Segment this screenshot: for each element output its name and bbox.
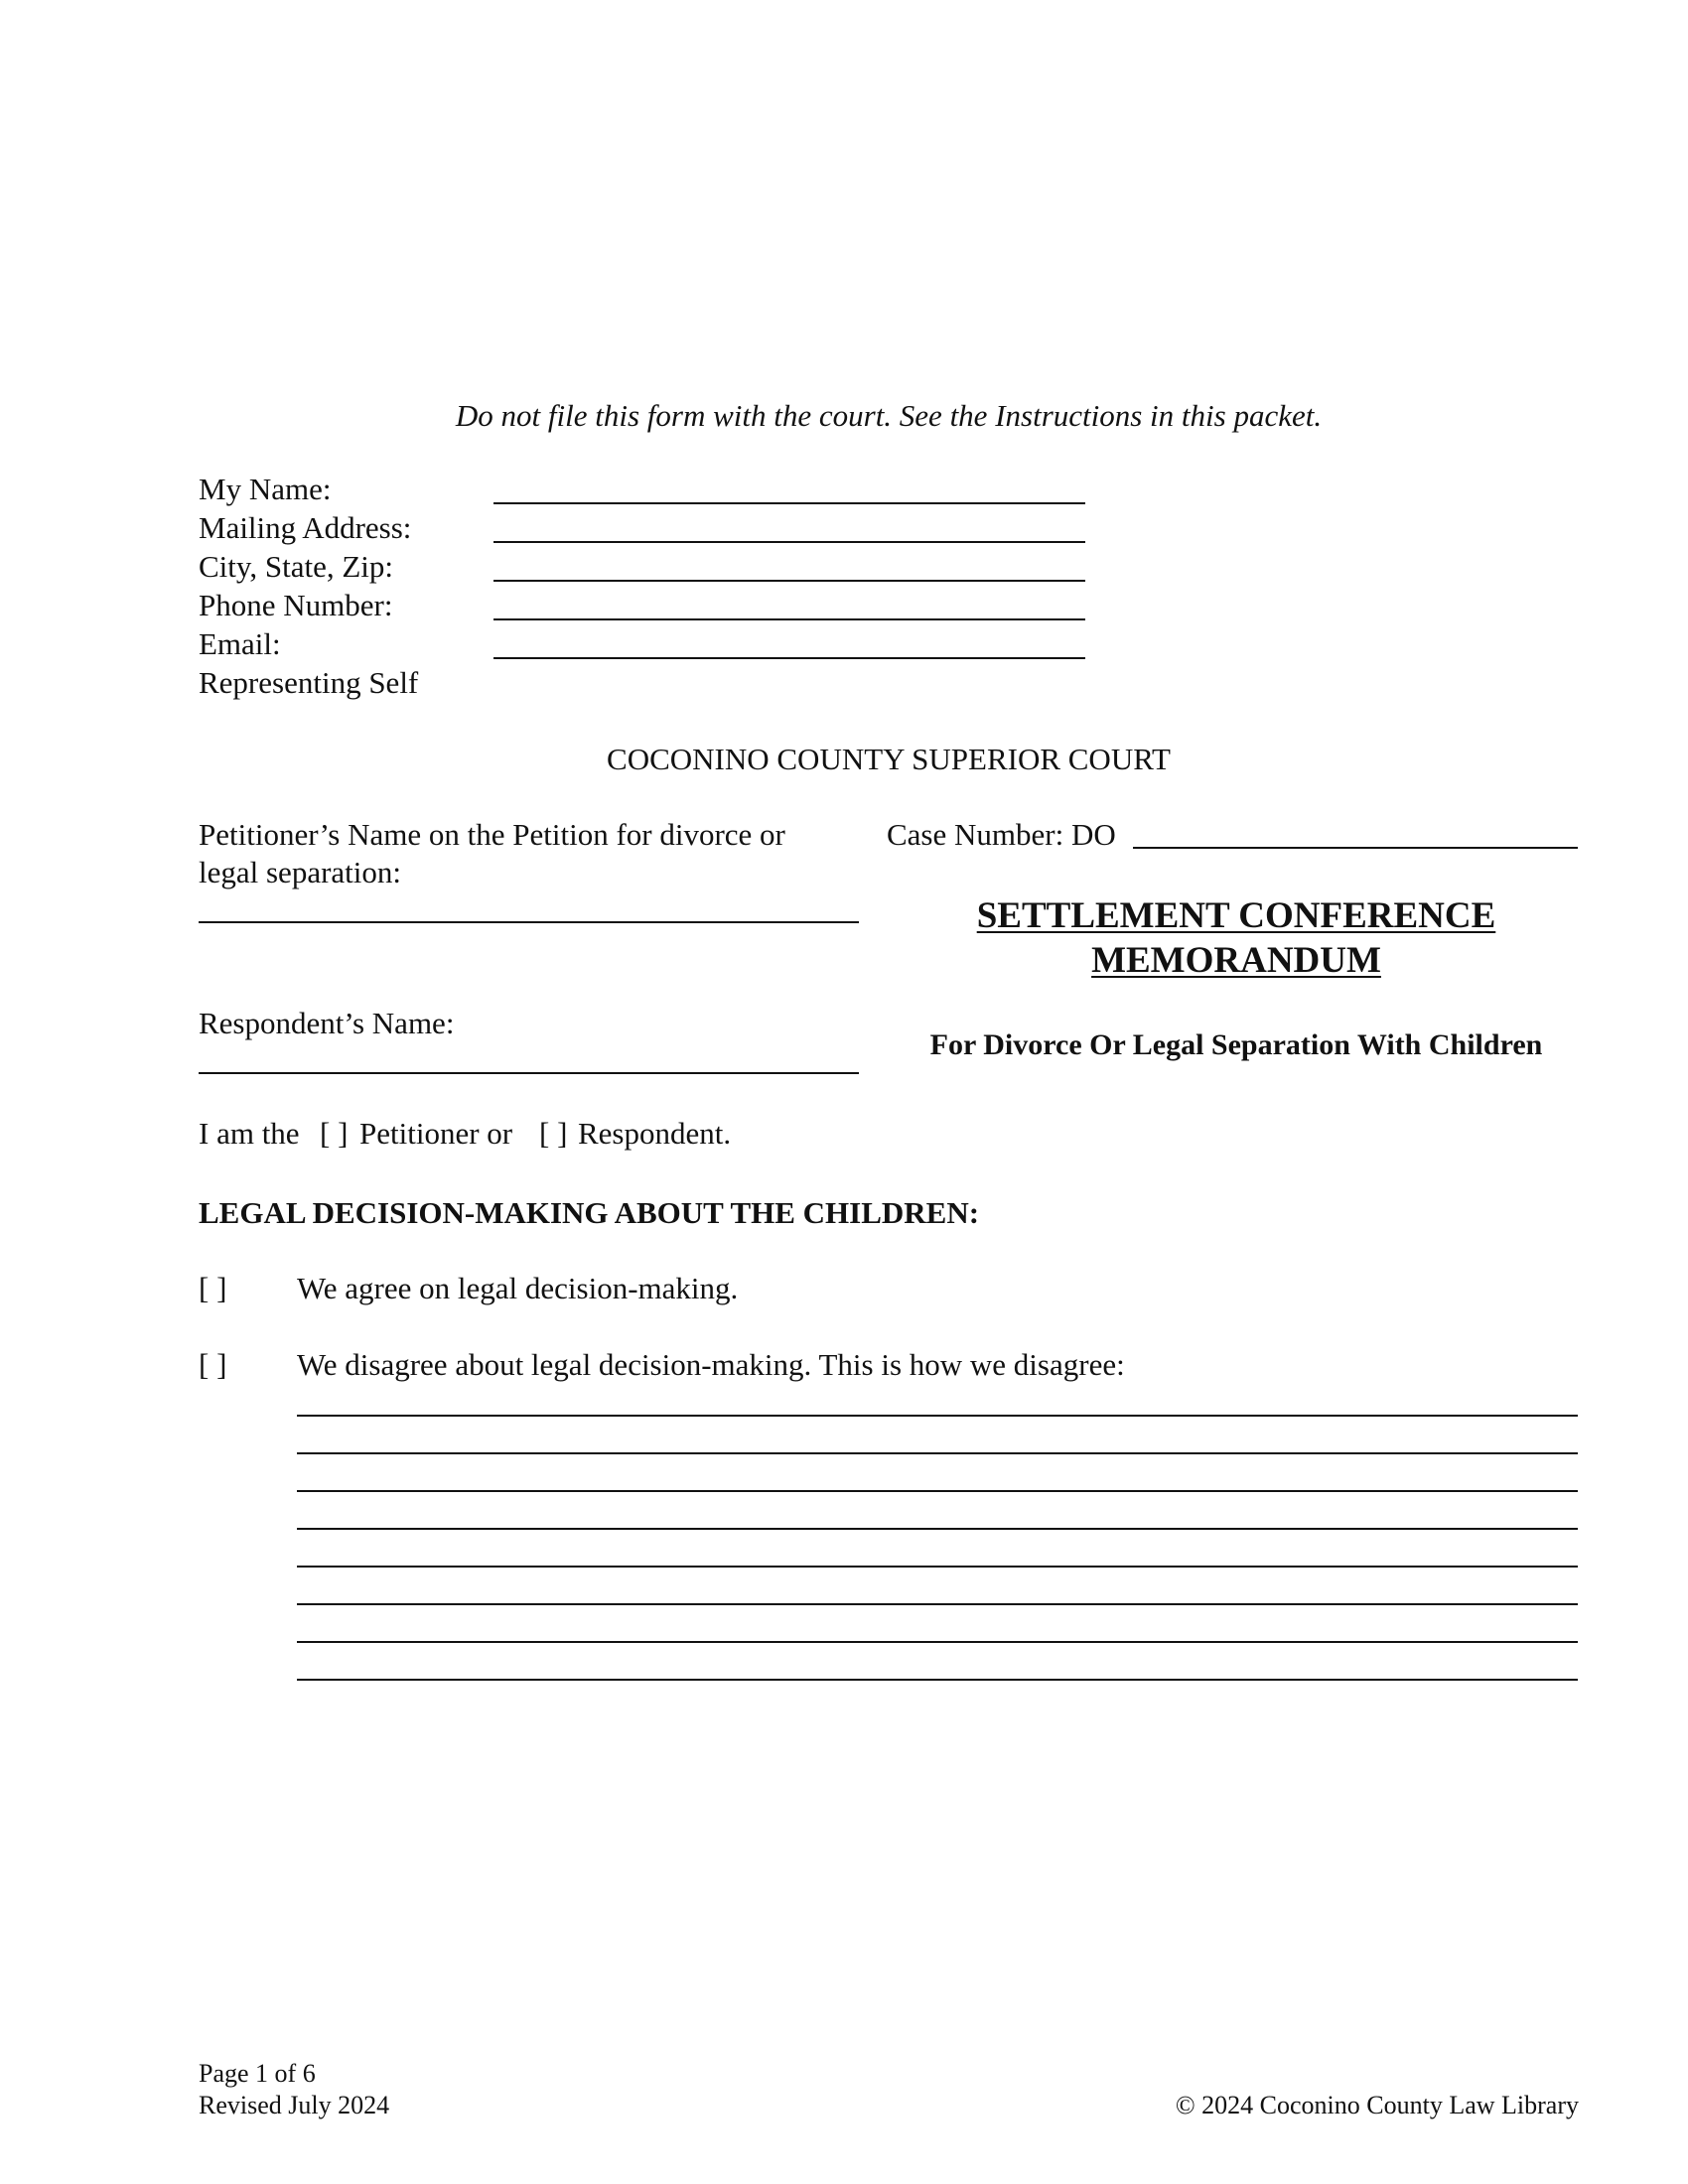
revision-date: Revised July 2024 bbox=[199, 2091, 390, 2119]
copyright-notice: © 2024 Coconino County Law Library bbox=[1175, 2091, 1579, 2119]
email-label: Email: bbox=[199, 626, 281, 661]
party-select-prefix: I am the bbox=[199, 1116, 300, 1151]
disagree-checkbox[interactable]: [ ] bbox=[199, 1347, 227, 1382]
respondent-checkbox[interactable]: [ ] bbox=[539, 1116, 568, 1151]
petitioner-checkbox[interactable]: [ ] bbox=[320, 1116, 349, 1151]
city-state-zip-label: City, State, Zip: bbox=[199, 549, 394, 584]
respondent-option-label: Respondent. bbox=[578, 1116, 732, 1151]
explanation-line[interactable] bbox=[297, 1528, 1578, 1530]
petitioner-name-field[interactable] bbox=[199, 921, 859, 923]
case-number-label: Case Number: DO bbox=[887, 817, 1116, 852]
phone-number-field[interactable] bbox=[493, 618, 1085, 620]
explanation-line[interactable] bbox=[297, 1490, 1578, 1492]
case-number-field[interactable] bbox=[1133, 847, 1578, 849]
form-title-line1: SETTLEMENT CONFERENCE bbox=[976, 895, 1496, 936]
email-field[interactable] bbox=[493, 657, 1085, 659]
form-title-line2: MEMORANDUM bbox=[1091, 940, 1381, 981]
respondent-label: Respondent’s Name: bbox=[199, 1006, 455, 1040]
representing-self-label: Representing Self bbox=[199, 665, 419, 700]
form-title bbox=[894, 893, 1579, 983]
mailing-address-field[interactable] bbox=[493, 541, 1085, 543]
respondent-name-field[interactable] bbox=[199, 1072, 859, 1074]
court-title: COCONINO COUNTY SUPERIOR COURT bbox=[607, 742, 1171, 776]
petitioner-option-label: Petitioner or bbox=[359, 1116, 513, 1151]
city-state-zip-field[interactable] bbox=[493, 580, 1085, 582]
petitioner-label-line2: legal separation: bbox=[199, 855, 401, 889]
form-subtitle: For Divorce Or Legal Separation With Children bbox=[929, 1028, 1543, 1061]
my-name-label: My Name: bbox=[199, 472, 332, 506]
explanation-line[interactable] bbox=[297, 1679, 1578, 1681]
phone-number-label: Phone Number: bbox=[199, 588, 393, 622]
explanation-line[interactable] bbox=[297, 1603, 1578, 1605]
section-heading: LEGAL DECISION-MAKING ABOUT THE CHILDREN: bbox=[199, 1195, 980, 1230]
page-number: Page 1 of 6 bbox=[199, 2059, 316, 2088]
agree-option-label: We agree on legal decision-making. bbox=[297, 1271, 739, 1305]
explanation-line[interactable] bbox=[297, 1452, 1578, 1454]
explanation-line[interactable] bbox=[297, 1415, 1578, 1417]
explanation-line[interactable] bbox=[297, 1566, 1578, 1568]
filing-notice: Do not file this form with the court. See the Instructions in this packet. bbox=[455, 398, 1323, 433]
mailing-address-label: Mailing Address: bbox=[199, 510, 412, 545]
agree-checkbox[interactable]: [ ] bbox=[199, 1271, 227, 1305]
explanation-line[interactable] bbox=[297, 1641, 1578, 1643]
my-name-field[interactable] bbox=[493, 502, 1085, 504]
disagree-option-label: We disagree about legal decision-making. This is how we disagree: bbox=[297, 1347, 1125, 1382]
petitioner-label-line1: Petitioner’s Name on the Petition for divorce or bbox=[199, 817, 785, 852]
